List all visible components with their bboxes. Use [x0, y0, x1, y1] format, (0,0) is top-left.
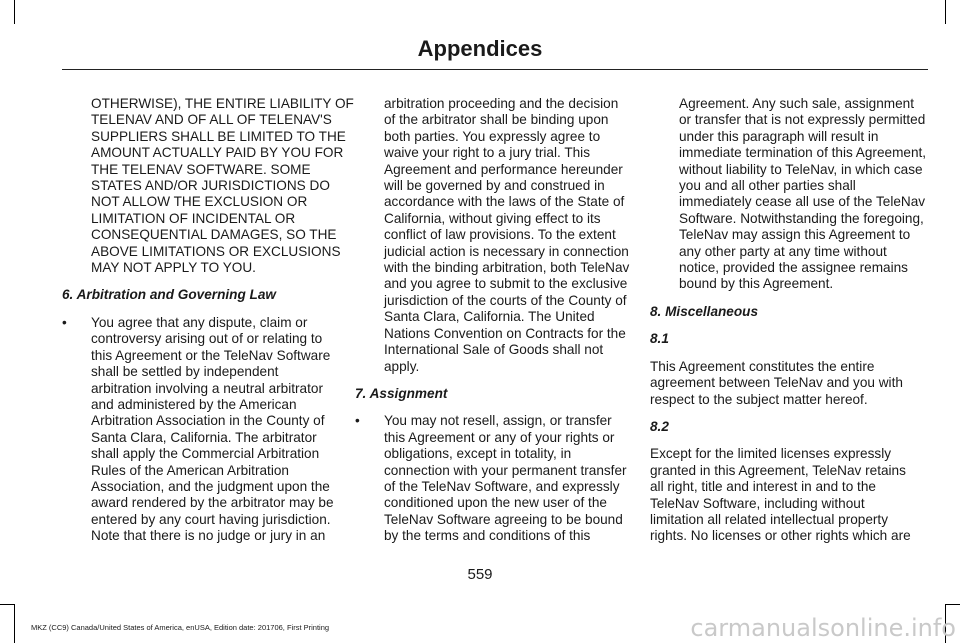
column-middle	[355, 96, 637, 545]
text-line: arbitration involving a neutral arbitrator	[91, 380, 323, 396]
crop-mark-bottom-right-h	[946, 604, 960, 605]
text-line: International Sale of Goods shall not	[384, 342, 604, 358]
subsection-heading-8-2: 8.2	[650, 418, 669, 434]
text-line: SUPPLIERS SHALL BE LIMITED TO THE	[91, 128, 346, 144]
text-line: Agreement. Any such sale, assignment	[679, 96, 914, 111]
text-line: MAY NOT APPLY TO YOU.	[91, 260, 256, 276]
text-line: This Agreement constitutes the entire	[650, 358, 875, 374]
text-line: shall apply the Commercial Arbitration	[91, 446, 320, 462]
arbitration-continuation	[355, 96, 637, 375]
text-line: LIMITATION OF INCIDENTAL OR	[91, 210, 296, 226]
bullet-icon: •	[355, 413, 360, 429]
text-line: immediate termination of this Agreement,	[679, 145, 927, 161]
text-line: without liability to TeleNav, in which case	[679, 161, 923, 177]
text-line: OTHERWISE), THE ENTIRE LIABILITY OF	[91, 96, 354, 111]
text-line: controversy arising out of or relating to	[91, 331, 323, 347]
text-line: CONSEQUENTIAL DAMAGES, SO THE	[91, 227, 337, 243]
paragraph-8-2	[650, 446, 932, 544]
text-line: by the terms and conditions of this	[384, 528, 591, 544]
text-line: TeleNav Software, including without	[650, 495, 865, 511]
paragraph-8-1	[650, 359, 932, 408]
text-line: Santa Clara, California. The arbitrator	[91, 429, 317, 445]
text-line: California, without giving effect to its	[384, 210, 601, 226]
text-line: notice, provided the assignee remains	[679, 260, 908, 276]
text-line: Arbitration Association in the County of	[91, 413, 325, 429]
text-line: AMOUNT ACTUALLY PAID BY YOU FOR	[91, 145, 344, 161]
section-heading-assignment: 7. Assignment	[355, 385, 448, 401]
text-line: STATES AND/OR JURISDICTIONS DO	[91, 178, 330, 194]
text-line: Agreement and performance hereunder	[384, 161, 623, 177]
text-line: conflict of law provisions. To the extent	[384, 227, 616, 243]
text-line: this Agreement or any of your rights or	[384, 429, 615, 445]
text-line: Except for the limited licenses expressly	[650, 446, 892, 462]
text-line: apply.	[384, 358, 420, 374]
text-line: limitation all related intellectual property	[650, 511, 889, 527]
text-line: Santa Clara, California. The United	[384, 309, 595, 325]
text-line: granted in this Agreement, TeleNav retains	[650, 462, 906, 478]
page-number: 559	[467, 566, 493, 583]
text-line: and administered by the American	[91, 396, 297, 412]
text-line: you and all other parties shall	[679, 178, 856, 194]
bullet-item-arbitration	[62, 315, 344, 545]
text-line: entered by any court having jurisdiction.	[91, 511, 331, 527]
text-line: will be governed by and construed in	[384, 178, 605, 194]
text-line: Rules of the American Arbitration	[91, 462, 289, 478]
text-line: Nations Convention on Contracts for the	[384, 325, 626, 341]
liability-paragraph	[62, 96, 354, 276]
section-heading-miscellaneous: 8. Miscellaneous	[650, 303, 759, 319]
bullet-item-assignment	[355, 413, 637, 544]
text-line: any other party at any time without	[679, 243, 887, 259]
text-line: arbitration proceeding and the decision	[384, 96, 619, 111]
text-line: and you agree to submit to the exclusive	[384, 276, 628, 292]
text-line: all right, title and interest in and to the	[650, 479, 876, 495]
text-line: of the arbitrator shall be binding upon	[384, 112, 609, 128]
text-line: THE TELENAV SOFTWARE. SOME	[91, 161, 311, 177]
text-line: shall be settled by independent	[91, 364, 279, 380]
text-line: TELENAV AND OF ALL OF TELENAV'S	[91, 112, 332, 128]
text-line: agreement between TeleNav and you with	[650, 375, 903, 391]
bullet-icon: •	[62, 314, 67, 330]
text-line: You may not resell, assign, or transfer	[384, 413, 612, 429]
assignment-continuation	[650, 96, 932, 293]
text-line: TeleNav may assign this Agreement to	[679, 227, 911, 243]
crop-mark-top-left-v	[14, 0, 15, 24]
column-left	[62, 96, 354, 545]
text-line: jurisdiction of the courts of the County of	[384, 292, 627, 308]
text-line: respect to the subject matter hereof.	[650, 391, 868, 407]
text-line: award rendered by the arbitrator may be	[91, 495, 334, 511]
text-line: ABOVE LIMITATIONS OR EXCLUSIONS	[91, 243, 341, 259]
text-line: conditioned upon the new user of the	[384, 495, 607, 511]
text-line: bound by this Agreement.	[679, 276, 834, 292]
crop-mark-bottom-left-v	[14, 604, 15, 643]
edition-footer: MKZ (CC9) Canada/United States of America, enUSA, Edition date: 201706, First Printing	[31, 623, 330, 632]
text-line: Note that there is no judge or jury in an	[91, 528, 326, 544]
text-line: rights. No licenses or other rights which are	[650, 528, 911, 544]
text-line: You agree that any dispute, claim or	[91, 314, 308, 330]
text-line: or transfer that is not expressly permitted	[679, 112, 926, 128]
text-line: TeleNav Software agreeing to be bound	[384, 511, 623, 527]
text-line: under this paragraph will result in	[679, 128, 879, 144]
text-line: obligations, except in totality, in	[384, 446, 572, 462]
text-line: this Agreement or the TeleNav Software	[91, 347, 331, 363]
column-right	[650, 96, 932, 545]
text-line: with the binding arbitration, both TeleNav	[384, 260, 630, 276]
text-line: Association, and the judgment upon the	[91, 478, 330, 494]
watermark: carmanualsonline.info	[690, 614, 956, 642]
text-line: both parties. You expressly agree to	[384, 128, 601, 144]
text-line: accordance with the laws of the State of	[384, 194, 625, 210]
text-line: immediately cease all use of the TeleNav	[679, 194, 926, 210]
crop-mark-bottom-left-h	[0, 604, 14, 605]
text-line: judicial action is necessary in connection	[384, 243, 629, 259]
text-line: connection with your permanent transfer	[384, 462, 627, 478]
text-line: Software. Notwithstanding the foregoing,	[679, 210, 924, 226]
crop-mark-top-right-v	[945, 0, 946, 24]
text-line: NOT ALLOW THE EXCLUSION OR	[91, 194, 308, 210]
header-divider	[62, 69, 928, 70]
page-title: Appendices	[417, 36, 543, 61]
section-heading-arbitration: 6. Arbitration and Governing Law	[62, 287, 276, 303]
text-line: waive your right to a jury trial. This	[384, 145, 590, 161]
text-line: of the TeleNav Software, and expressly	[384, 478, 620, 494]
subsection-heading-8-1: 8.1	[650, 331, 669, 347]
